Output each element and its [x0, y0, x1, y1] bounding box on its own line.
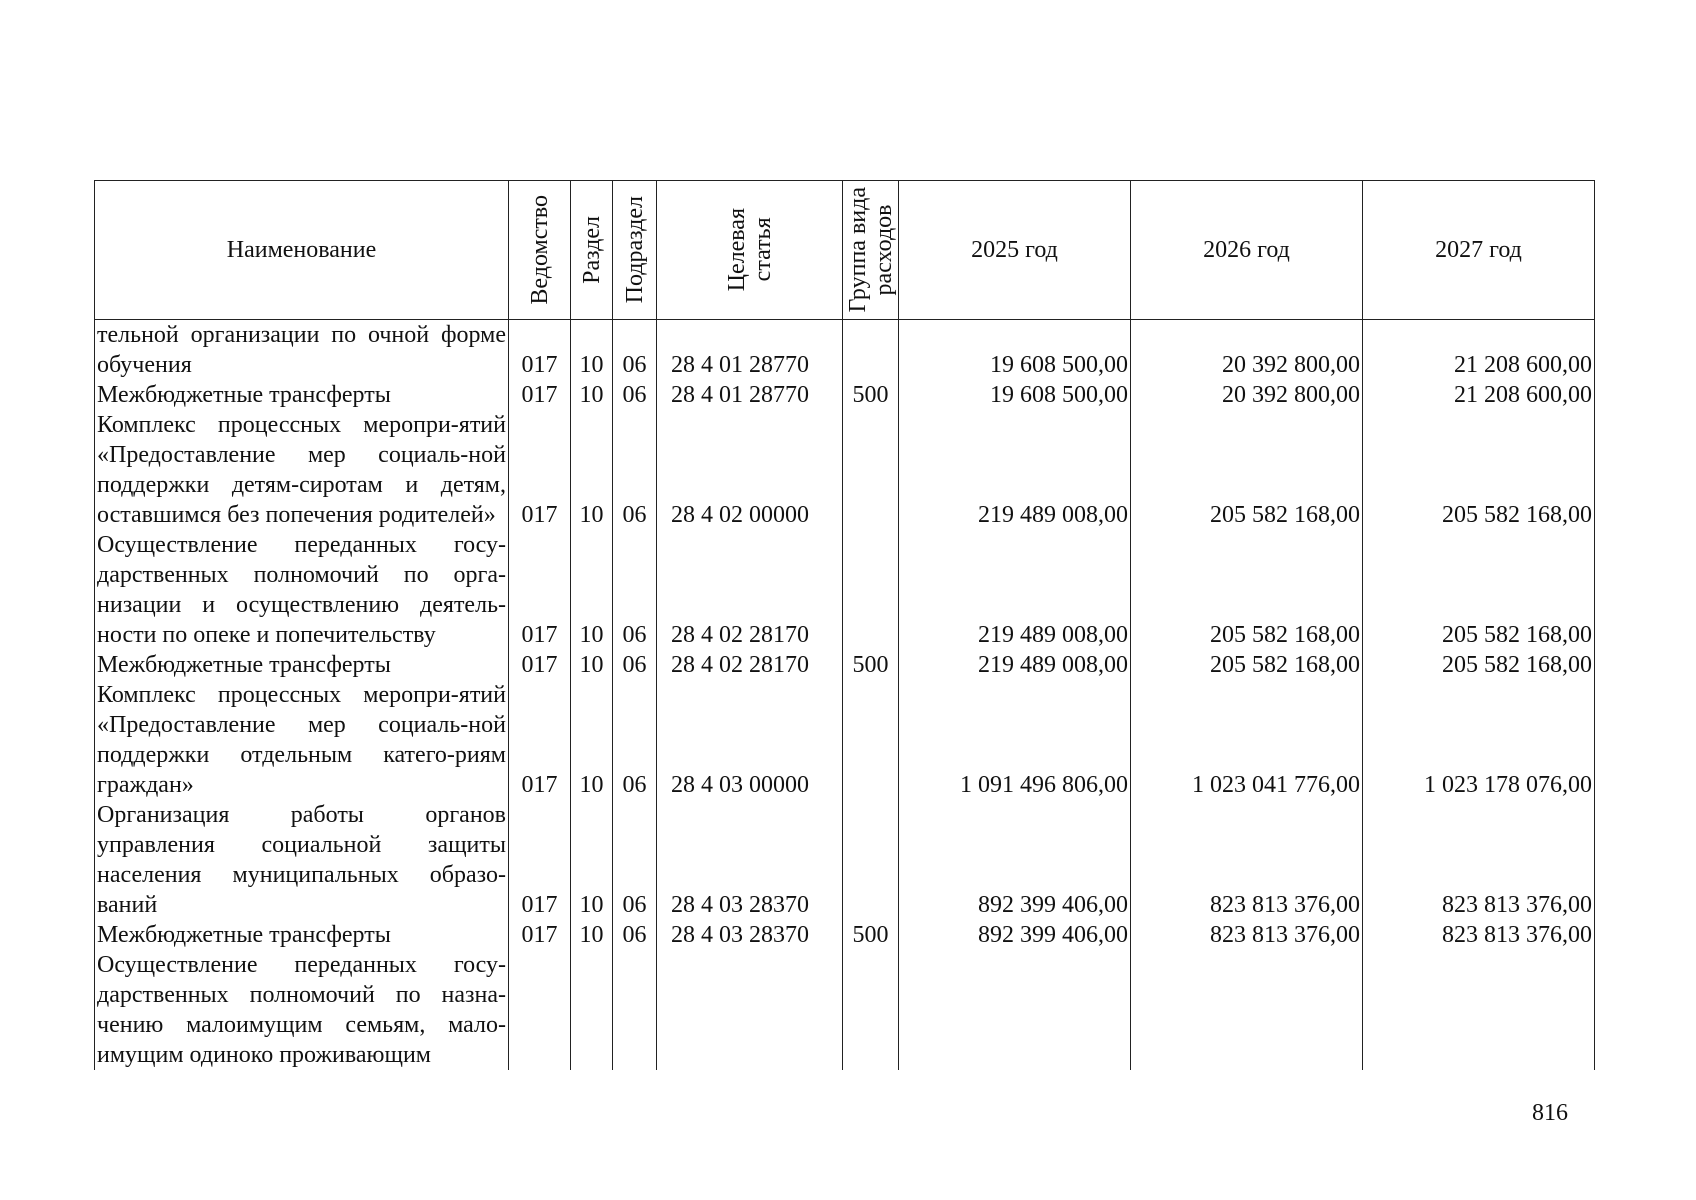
cell-celevaya: 28 4 02 28170 — [657, 650, 843, 680]
cell-2025: 1 091 496 806,00 — [899, 680, 1131, 800]
table-body — [95, 320, 1595, 1071]
cell-name: Комплекс процессных меропри-ятий «Предоставление мер социаль-ной поддержки отдельным катего-риям граждан» — [95, 680, 509, 800]
cell-gruppa: 500 — [843, 920, 899, 950]
cell-2027: 823 813 376,00 — [1363, 800, 1595, 920]
header-podrazdel: Подраздел — [613, 181, 657, 320]
cell-ved: 017 — [509, 650, 571, 680]
cell-ved: 017 — [509, 380, 571, 410]
cell-name: Межбюджетные трансферты — [95, 380, 509, 410]
header-name: Наименование — [95, 181, 509, 320]
header-ved: Ведомство — [509, 181, 571, 320]
cell-celevaya: 28 4 03 28370 — [657, 800, 843, 920]
cell-2026: 823 813 376,00 — [1131, 800, 1363, 920]
cell-2027 — [1363, 950, 1595, 1070]
cell-2026: 823 813 376,00 — [1131, 920, 1363, 950]
table-row — [95, 680, 1595, 800]
cell-2025: 19 608 500,00 — [899, 380, 1131, 410]
cell-ved: 017 — [509, 680, 571, 800]
cell-ved: 017 — [509, 530, 571, 650]
cell-gruppa — [843, 800, 899, 920]
header-2027: 2027 год — [1363, 181, 1595, 320]
cell-razdel: 10 — [571, 680, 613, 800]
cell-podrazdel: 06 — [613, 800, 657, 920]
cell-podrazdel: 06 — [613, 380, 657, 410]
cell-gruppa — [843, 530, 899, 650]
cell-razdel: 10 — [571, 920, 613, 950]
cell-celevaya: 28 4 02 28170 — [657, 530, 843, 650]
cell-2027: 205 582 168,00 — [1363, 410, 1595, 530]
cell-2025: 219 489 008,00 — [899, 650, 1131, 680]
cell-ved: 017 — [509, 320, 571, 381]
cell-razdel: 10 — [571, 410, 613, 530]
cell-2025 — [899, 950, 1131, 1070]
cell-razdel: 10 — [571, 800, 613, 920]
cell-razdel: 10 — [571, 380, 613, 410]
table-row — [95, 410, 1595, 530]
cell-ved: 017 — [509, 920, 571, 950]
cell-2027: 205 582 168,00 — [1363, 530, 1595, 650]
table-row — [95, 530, 1595, 650]
cell-razdel: 10 — [571, 320, 613, 381]
cell-celevaya: 28 4 01 28770 — [657, 380, 843, 410]
cell-podrazdel: 06 — [613, 650, 657, 680]
cell-gruppa — [843, 680, 899, 800]
cell-razdel: 10 — [571, 530, 613, 650]
cell-ved: 017 — [509, 410, 571, 530]
header-gruppa: Группа вида расходов — [843, 181, 899, 320]
header-2025: 2025 год — [899, 181, 1131, 320]
cell-2027: 823 813 376,00 — [1363, 920, 1595, 950]
table-row — [95, 800, 1595, 920]
cell-2026: 20 392 800,00 — [1131, 320, 1363, 381]
cell-name: Межбюджетные трансферты — [95, 920, 509, 950]
cell-gruppa: 500 — [843, 650, 899, 680]
cell-2026: 1 023 041 776,00 — [1131, 680, 1363, 800]
budget-table — [94, 180, 1595, 1070]
cell-2025: 892 399 406,00 — [899, 800, 1131, 920]
header-celevaya: Целевая статья — [657, 181, 843, 320]
table-row — [95, 320, 1595, 381]
cell-razdel — [571, 950, 613, 1070]
cell-2026: 205 582 168,00 — [1131, 530, 1363, 650]
cell-name: Межбюджетные трансферты — [95, 650, 509, 680]
cell-name: Осуществление переданных госу-дарственных полномочий по назна-чению малоимущим семьям, мало-имущим одиноко проживающим — [95, 950, 509, 1070]
cell-name: Организация работы органов управления социальной защиты населения муниципальных образо-ваний — [95, 800, 509, 920]
cell-podrazdel: 06 — [613, 410, 657, 530]
cell-2025: 219 489 008,00 — [899, 530, 1131, 650]
cell-name: Комплекс процессных меропри-ятий «Предоставление мер социаль-ной поддержки детям-сиротам и детям, оставшимся без попечения родителей» — [95, 410, 509, 530]
cell-celevaya — [657, 950, 843, 1070]
cell-2026: 20 392 800,00 — [1131, 380, 1363, 410]
table-row — [95, 650, 1595, 680]
cell-celevaya: 28 4 03 28370 — [657, 920, 843, 950]
cell-podrazdel: 06 — [613, 320, 657, 381]
cell-2027: 205 582 168,00 — [1363, 650, 1595, 680]
cell-celevaya: 28 4 03 00000 — [657, 680, 843, 800]
cell-2026 — [1131, 950, 1363, 1070]
cell-2025: 19 608 500,00 — [899, 320, 1131, 381]
cell-podrazdel — [613, 950, 657, 1070]
header-2026: 2026 год — [1131, 181, 1363, 320]
cell-2026: 205 582 168,00 — [1131, 650, 1363, 680]
cell-celevaya: 28 4 01 28770 — [657, 320, 843, 381]
cell-ved — [509, 950, 571, 1070]
cell-2025: 219 489 008,00 — [899, 410, 1131, 530]
cell-2027: 21 208 600,00 — [1363, 320, 1595, 381]
table-row — [95, 950, 1595, 1070]
cell-name: Осуществление переданных госу-дарственных полномочий по орга-низации и осуществлению деятель-ности по опеке и попечительству — [95, 530, 509, 650]
cell-2027: 1 023 178 076,00 — [1363, 680, 1595, 800]
cell-podrazdel: 06 — [613, 680, 657, 800]
cell-podrazdel: 06 — [613, 530, 657, 650]
cell-celevaya: 28 4 02 00000 — [657, 410, 843, 530]
cell-razdel: 10 — [571, 650, 613, 680]
cell-name: тельной организации по очной форме обучения — [95, 320, 509, 381]
cell-2025: 892 399 406,00 — [899, 920, 1131, 950]
cell-ved: 017 — [509, 800, 571, 920]
header-razdel: Раздел — [571, 181, 613, 320]
page-number: 816 — [1532, 1100, 1568, 1126]
cell-2027: 21 208 600,00 — [1363, 380, 1595, 410]
table-row — [95, 920, 1595, 950]
cell-gruppa — [843, 950, 899, 1070]
cell-gruppa — [843, 410, 899, 530]
cell-gruppa — [843, 320, 899, 381]
cell-2026: 205 582 168,00 — [1131, 410, 1363, 530]
cell-gruppa: 500 — [843, 380, 899, 410]
table-row — [95, 380, 1595, 410]
table-header-row — [95, 181, 1595, 320]
cell-podrazdel: 06 — [613, 920, 657, 950]
